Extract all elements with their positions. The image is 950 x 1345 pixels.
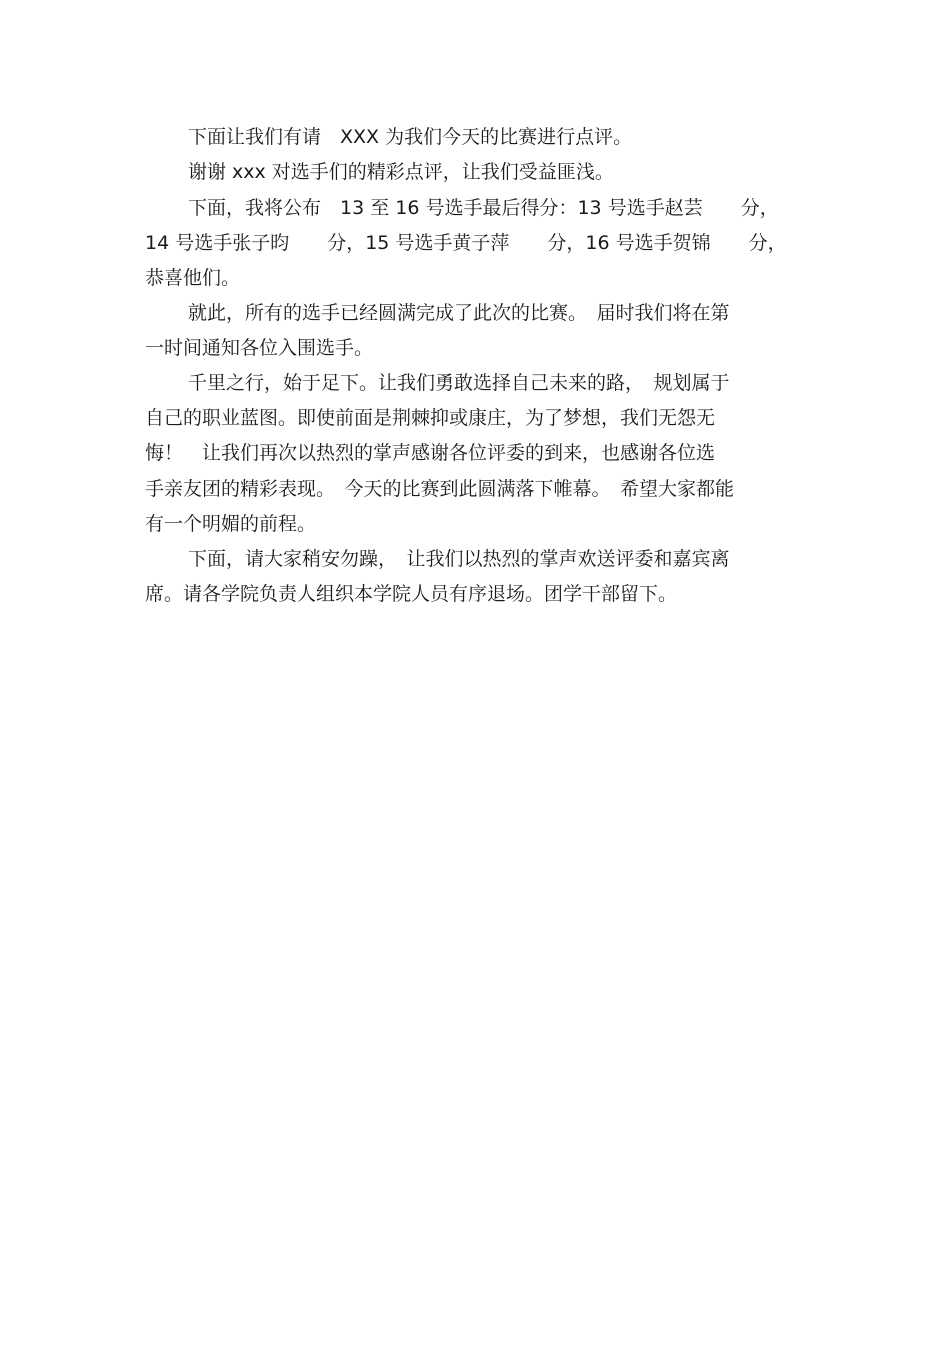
text-line: 千里之行，始于足下。让我们勇敢选择自己未来的路， 规划属于 [188, 372, 730, 394]
text-line: 就此，所有的选手已经圆满完成了此次的比赛。 届时我们将在第 [188, 302, 730, 324]
text-line: 谢谢 xxx 对选手们的精彩点评，让我们受益匪浅。 [188, 161, 614, 183]
text-line: 下面，请大家稍安勿躁， 让我们以热烈的掌声欢送评委和嘉宾离 [188, 548, 730, 570]
text-line: 手亲友团的精彩表现。 今天的比赛到此圆满落下帷幕。 希望大家都能 [145, 478, 735, 500]
text-line: 14 号选手张子昀 分，15 号选手黄子萍 分，16 号选手贺锦 分， [145, 232, 787, 254]
text-line: 恭喜他们。 [145, 267, 241, 289]
text-line: 悔！ 让我们再次以热烈的掌声感谢各位评委的到来，也感谢各位选 [145, 442, 716, 464]
text-line: 席。请各学院负责人组织本学院人员有序退场。团学干部留下。 [145, 583, 678, 605]
text-line: 一时间通知各位入围选手。 [145, 337, 374, 359]
text-line: 自己的职业蓝图。即使前面是荆棘抑或康庄，为了梦想，我们无怨无 [145, 407, 716, 429]
text-line: 下面，我将公布 13 至 16 号选手最后得分：13 号选手赵芸 分， [188, 197, 779, 219]
text-line: 下面让我们有请 XXX 为我们今天的比赛进行点评。 [188, 126, 633, 148]
text-line: 有一个明媚的前程。 [145, 513, 317, 535]
